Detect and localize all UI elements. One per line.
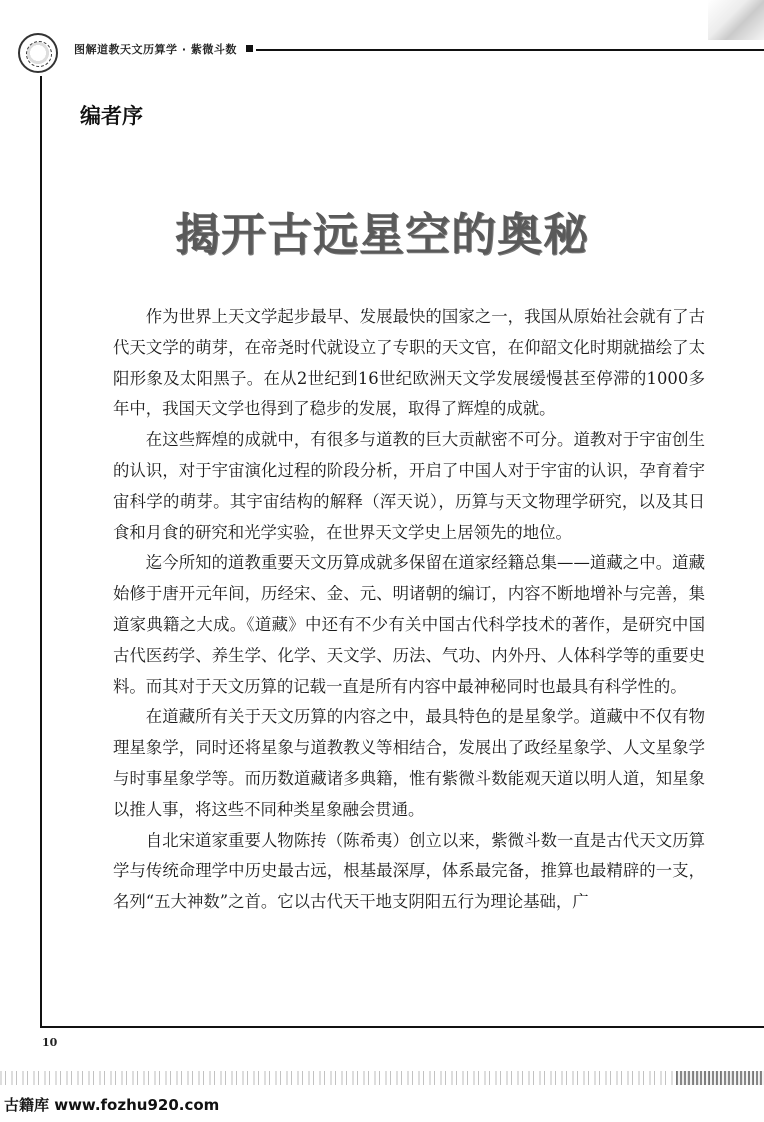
- paragraph: 作为世界上天文学起步最早、发展最快的国家之一，我国从原始社会就有了古代天文学的萌芽，在帝尧时代就设立了专职的天文官，在仰韶文化时期就描绘了太阳形象及太阳黑子。在从2世纪到16世纪欧洲天文学发展缓慢甚至停滞的1000多年中，我国天文学也得到了稳步的发展，取得了辉煌的成就。: [113, 307, 705, 419]
- running-header-title: 图解道教天文历算学 · 紫微斗数: [74, 43, 237, 56]
- section-title: 编者序: [80, 104, 143, 128]
- compass-logo-icon: [18, 33, 58, 73]
- scan-edge-artifact: [0, 1071, 764, 1085]
- header-rule: [256, 49, 764, 51]
- paragraph: 迄今所知的道教重要天文历算成就多保留在道家经籍总集——道藏之中。道藏始修于唐开元年间，历经宋、金、元、明诸朝的编订，内容不断地增补与完善，集道家典籍之大成。《道藏》中还有不少有关中国古代科学技术的著作，是研究中国古代医药学、养生学、化学、天文学、历法、气功、内外丹、人体科学等的重要史料。而其对于天文历算的记载一直是所有内容中最神秘同时也最具有科学性的。: [113, 553, 705, 696]
- body-text: [113, 302, 705, 918]
- scan-corner-artifact: [708, 0, 764, 40]
- paragraph: 在这些辉煌的成就中，有很多与道教的巨大贡献密不可分。道教对于宇宙创生的认识，对于宇宙演化过程的阶段分析，开启了中国人对于宇宙的认识，孕育着宇宙科学的萌芽。其宇宙结构的解释（浑天说），历算与天文物理学研究，以及其日食和月食的研究和光学实验，在世界天文学史上居领先的地位。: [113, 430, 705, 542]
- main-title: 揭开古远星空的奥秘: [174, 208, 589, 261]
- paragraph: 在道藏所有关于天文历算的内容之中，最具特色的是星象学。道藏中不仅有物理星象学，同时还将星象与道教教义等相结合，发展出了政经星象学、人文星象学与时事星象学等。而历数道藏诸多典籍，惟有紫微斗数能观天道以明人道，知星象以推人事，将这些不同种类星象融会贯通。: [113, 707, 705, 819]
- page-number: 10: [42, 1036, 58, 1049]
- header-square-marker: [246, 45, 253, 52]
- paragraph: 自北宋道家重要人物陈抟（陈希夷）创立以来，紫微斗数一直是古代天文历算学与传统命理学中历史最古远，根基最深厚，体系最完备，推算也最精辟的一支，名列“五大神数”之首。它以古代天干地支阴阳五行为理论基础，广: [113, 830, 705, 912]
- site-watermark: 古籍库 www.fozhu920.com: [4, 1096, 220, 1114]
- footer-rule: [40, 1026, 764, 1028]
- scan-edge-artifact-dark: [676, 1071, 764, 1085]
